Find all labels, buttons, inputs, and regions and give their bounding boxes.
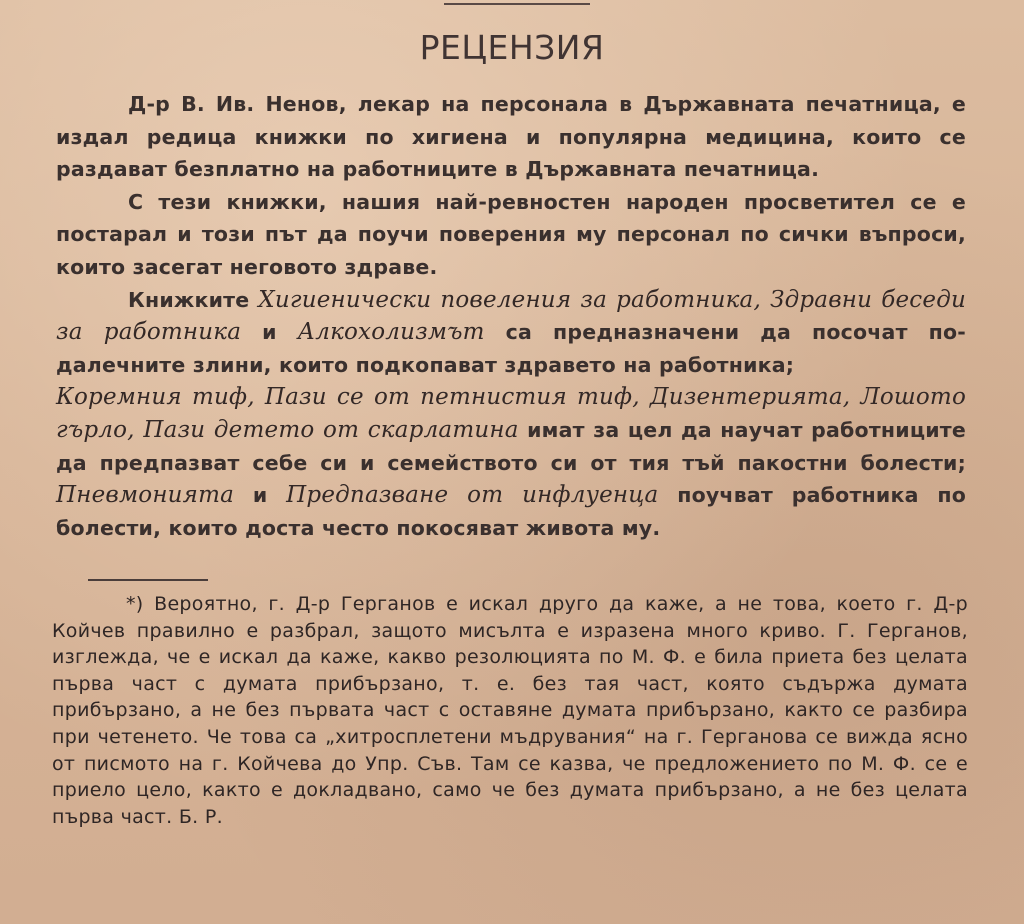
text-segment: Книжките <box>128 287 250 312</box>
text-segment: и <box>252 483 268 508</box>
book-title-influenza: Предпазване от инфлуенца <box>286 482 659 509</box>
page-title: РЕЦЕНЗИЯ <box>419 28 605 67</box>
text-segment: поучват работника по болести, които доста често покосяват живота му. <box>56 483 967 540</box>
book-titles-diseases: Коремния тиф, Пази се от петнистия тиф, Дизентерията, Лошото гърло, Пази детето от скарлатина <box>56 384 966 443</box>
footnote: *) Вероятно, г. Д-р Герганов е искал друго да каже, а не това, което г. Д-р Койчев правилно е разбрал, защото мисълта е изразена много криво. Г. Герганов, изглежда, че е искал да каже, какво резолюцията по М. Ф. е била приета без целата първа част с думата прибързано, т. е. без тая част, която съдържа думата прибързано, а не без първата част с оставяне думата прибързано, както се разбира при четенето. Че това са „хитросплетени мъдрувания“ на г. Герганова се вижда ясно от писмото на г. Койчева до Упр. Съв. Там се казва, че предложението по М. Ф. се е приело цело, както е докладвано, само че без думата прибързано, а не без целата първа част. Б. Р. <box>52 593 968 828</box>
text-segment: и <box>262 320 277 345</box>
book-title-pneumonia: Пневмонията <box>56 482 235 509</box>
review-paragraph-2: С тези книжки, нашия най-ревностен народен просветител се е постарал и този път да поучи поверения му персонал по сички въпроси, които засегат неговото здраве. <box>56 189 966 279</box>
review-paragraph-3 <box>56 284 966 545</box>
review-body <box>56 88 966 544</box>
book-title-alcoholism: Алкохолизмът <box>297 319 485 346</box>
text-segment: са предназначени да посочат по-далечните злини, които подкопават здравето на работника; <box>56 320 966 377</box>
book-titles-hygiene: Хигиенически повеления за работника, Здравни беседи за работника <box>56 286 966 346</box>
review-paragraph-1: Д-р В. Ив. Ненов, лекар на персонала в Държавната печатница, е издал редица книжки по хигиена и популярна медицина, които се раздават безплатно на работниците в Държавната печатница. <box>56 92 966 182</box>
top-divider <box>444 3 590 5</box>
text-segment: имат за цел да научат работниците да предпазват себе си и семейството си от тия тъй пакостни болести; <box>56 417 966 475</box>
footnote-divider <box>88 579 208 581</box>
